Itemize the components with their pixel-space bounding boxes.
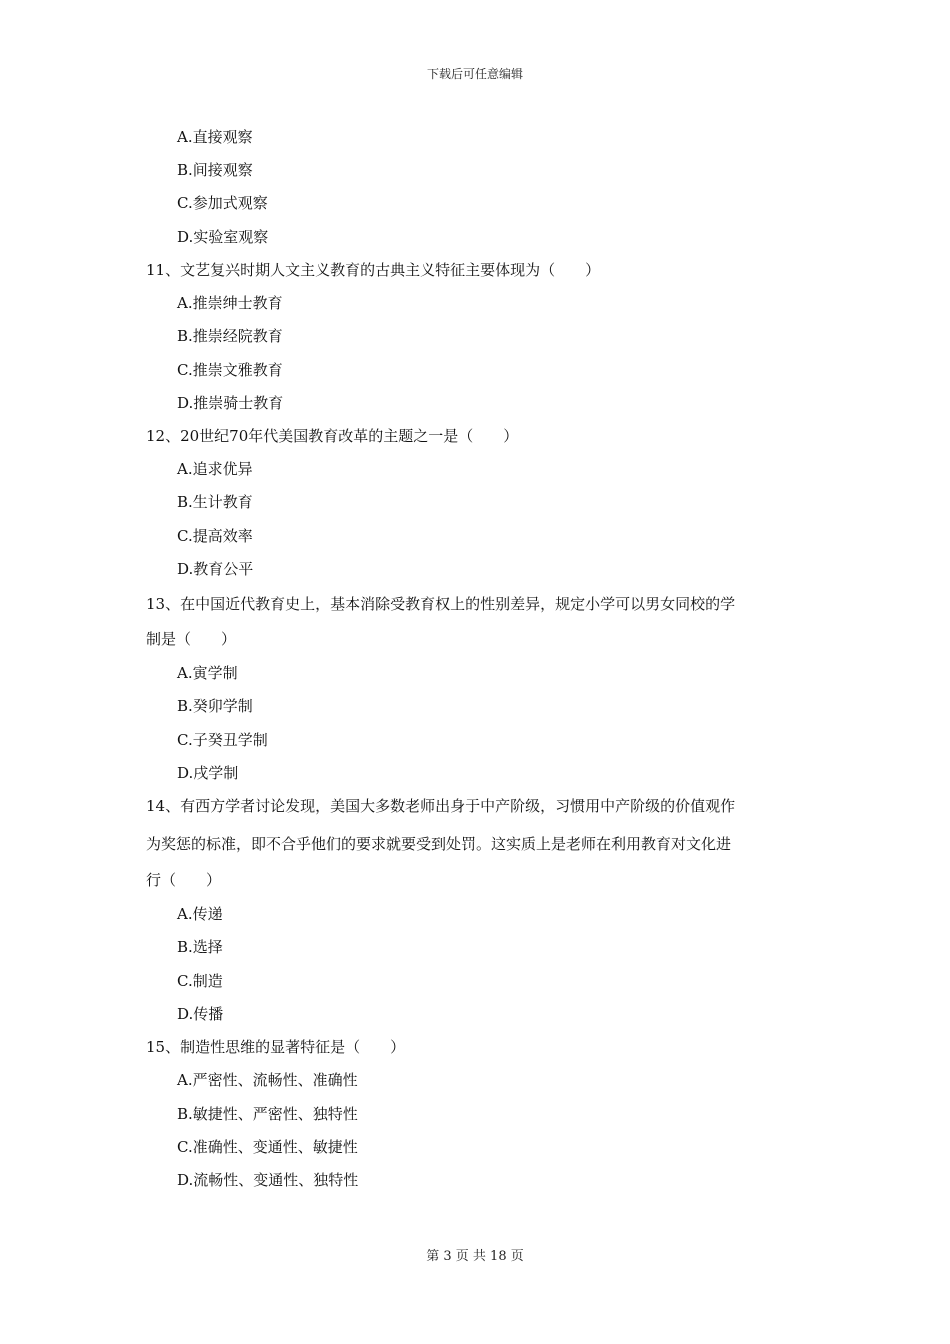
question-14-option-c: C.制造 (177, 972, 223, 990)
option-prev-b: B.间接观察 (177, 161, 253, 179)
question-11-option-c: C.推崇文雅教育 (177, 361, 283, 379)
question-12-option-a: A.追求优异 (177, 460, 253, 478)
question-13-option-b: B.癸卯学制 (177, 697, 253, 715)
option-prev-d: D.实验室观察 (177, 228, 269, 246)
question-14-option-b: B.选择 (177, 938, 223, 956)
question-11-option-a: A.推崇绅士教育 (177, 294, 283, 312)
question-12-option-b: B.生计教育 (177, 493, 253, 511)
page-header: 下载后可任意编辑 (426, 67, 523, 81)
question-11-option-d: D.推崇骑士教育 (177, 394, 284, 412)
page-footer: 第 3 页 共 18 页 (426, 1249, 524, 1264)
question-15-text: 15、制造性思维的显著特征是（ ） (146, 1038, 406, 1056)
question-15-option-c: C.准确性、变通性、敏捷性 (177, 1138, 358, 1156)
question-13-option-c: C.子癸丑学制 (177, 731, 268, 749)
question-11-text: 11、文艺复兴时期人文主义教育的古典主义特征主要体现为（ ） (146, 261, 601, 279)
question-13-option-d: D.戌学制 (177, 764, 239, 782)
question-14-text-line2: 为奖惩的标准，即不合乎他们的要求就要受到处罚。这实质上是老师在利用教育对文化进 (146, 835, 732, 853)
question-15-option-b: B.敏捷性、严密性、独特性 (177, 1105, 358, 1123)
question-11-option-b: B.推崇经院教育 (177, 327, 283, 345)
question-15-option-d: D.流畅性、变通性、独特性 (177, 1171, 359, 1189)
question-14-option-a: A.传递 (177, 905, 223, 923)
question-14-text-line1: 14、有西方学者讨论发现，美国大多数老师出身于中产阶级，习惯用中产阶级的价值观作 (146, 797, 736, 815)
question-13-text-line1: 13、在中国近代教育史上，基本消除受教育权上的性别差异，规定小学可以男女同校的学 (146, 595, 736, 613)
question-14-text-line3: 行（ ） (146, 871, 222, 889)
question-13-text-line2: 制是（ ） (146, 630, 237, 648)
question-13-option-a: A.寅学制 (177, 664, 238, 682)
option-prev-c: C.参加式观察 (177, 194, 268, 212)
question-15-option-a: A.严密性、流畅性、准确性 (177, 1071, 358, 1089)
question-12-option-d: D.教育公平 (177, 560, 254, 578)
option-prev-a: A.直接观察 (177, 128, 253, 146)
question-14-option-d: D.传播 (177, 1005, 224, 1023)
question-12-option-c: C.提高效率 (177, 527, 253, 545)
question-12-text: 12、20世纪70年代美国教育改革的主题之一是（ ） (146, 427, 519, 445)
